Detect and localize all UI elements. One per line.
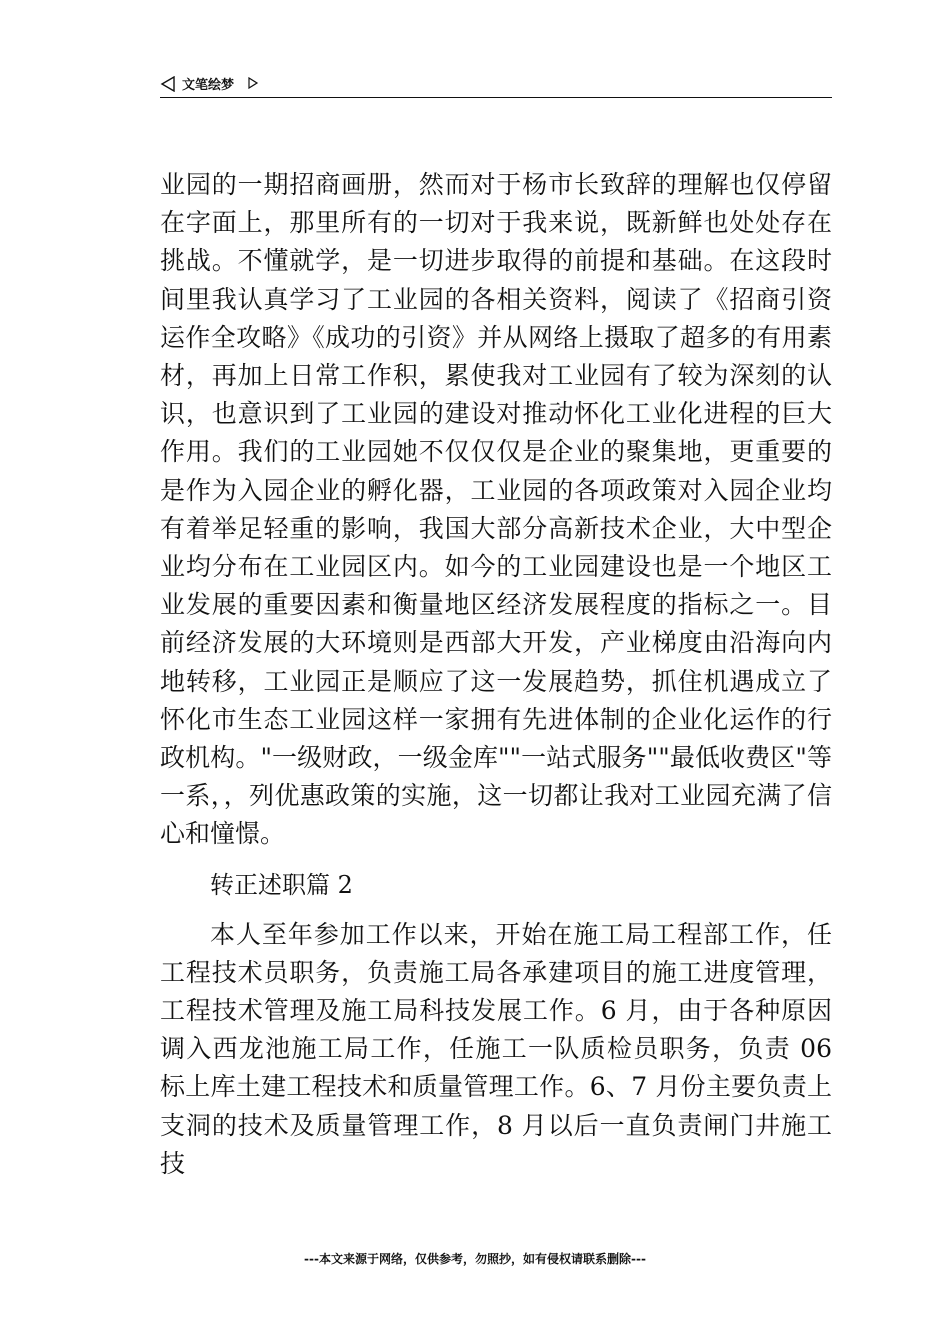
page-header (160, 72, 832, 96)
section-heading: 转正述职篇 2 (210, 870, 353, 899)
right-triangle-icon (247, 76, 259, 94)
document-body (160, 166, 832, 1183)
body-paragraph-1: 业园的一期招商画册，然而对于杨市长致辞的理解也仅停留在字面上，那里所有的一切对于我来说，既新鲜也处处存在挑战。不懂就学，是一切进步取得的前提和基础。在这段时间里我认真学习了工业园的各相关资料，阅读了《招商引资运作全攻略》《成功的引资》并从网络上摄取了超多的有用素材，再加上日常工作积，累使我对工业园有了较为深刻的认识，也意识到了工业园的建设对推动怀化工业化进程的巨大作用。我们的工业园她不仅仅仅是企业的聚集地，更重要的是作为入园企业的孵化器，工业园的各项政策对入园企业均有着举足轻重的影响，我国大部分高新技术企业，大中型企业均分布在工业园区内。如今的工业园建设也是一个地区工业发展的重要因素和衡量地区经济发展程度的指标之一。目前经济发展的大环境则是西部大开发，产业梯度由沿海向内地转移，工业园正是顺应了这一发展趋势，抓住机遇成立了怀化市生态工业园这样一家拥有先进体制的企业化运作的行政机构。"一级财政，一级金库""一站式服务""最低收费区"等一系，，列优惠政策的实施，这一切都让我对工业园充满了信心和憧憬。 (160, 170, 832, 849)
left-triangle-icon (160, 76, 176, 97)
body-paragraph-2: 本人至年参加工作以来，开始在施工局工程部工作，任工程技术员职务，负责施工局各承建项目的施工进度管理，工程技术管理及施工局科技发展工作。6 月，由于各种原因调入西龙池施工局工作，任施工一队质检员职务，负责 06 标上库土建工程技术和质量管理工作。6、7 月份主要负责上支洞的技术及质量管理工作，8 月以后一直负责闸门井施工技 (160, 919, 832, 1178)
header-title: 文笔绘梦 (182, 78, 235, 93)
footer-disclaimer: ---本文来源于网络，仅供参考，勿照抄，如有侵权请联系删除--- (304, 1252, 646, 1266)
header-divider (160, 97, 832, 98)
